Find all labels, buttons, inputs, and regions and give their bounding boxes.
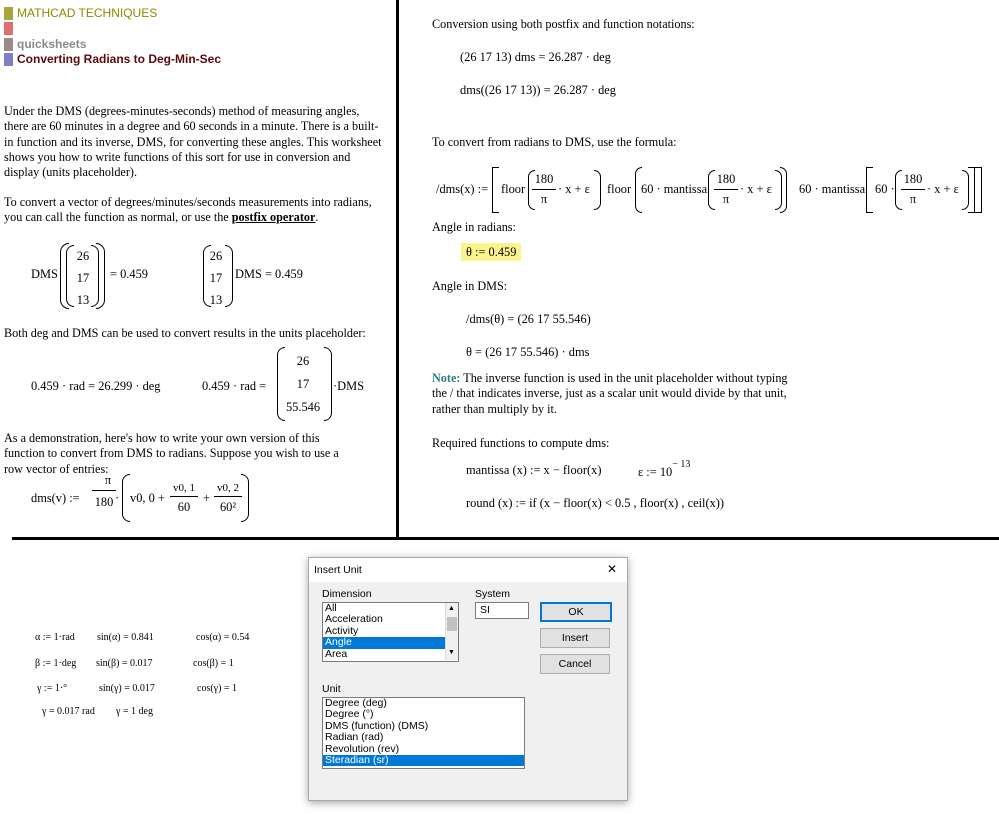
- note-paragraph: [432, 371, 792, 417]
- inverse-dms-result: /dms(θ) = (26 17 55.546): [466, 312, 591, 326]
- denominator-60: 60: [177, 500, 191, 514]
- system-label: System: [475, 588, 511, 600]
- plus-sign: +: [203, 491, 210, 505]
- note-label: Note:: [432, 371, 461, 385]
- gamma-def: γ := 1·°: [37, 683, 68, 694]
- dimension-item-selected[interactable]: Angle: [323, 637, 445, 648]
- dimension-label: Dimension: [322, 588, 372, 600]
- ok-button[interactable]: OK: [540, 602, 612, 622]
- header-swatch: [4, 53, 13, 66]
- sixty-dot: 60 ·: [875, 182, 895, 196]
- dimension-item[interactable]: Area: [325, 647, 348, 660]
- dms-input-vector: 26 17 13: [76, 249, 90, 307]
- sin-beta: sin(β) = 0.017: [96, 658, 153, 669]
- unit-item[interactable]: Degree (deg): [325, 697, 387, 709]
- rad-to-dms-vector: 26 17 55.546: [285, 354, 321, 414]
- x-plus-eps: · x + ε: [558, 182, 590, 196]
- header-row-quicksheets: [4, 37, 86, 51]
- bracket-left: [492, 167, 499, 213]
- unit-label: Unit: [322, 683, 341, 695]
- paren-right: [241, 474, 249, 522]
- conversion-title: Conversion using both postfix and function notations:: [432, 17, 695, 31]
- vertical-divider: [396, 0, 399, 537]
- convert-paragraph: [4, 195, 386, 226]
- dialog-title: Insert Unit: [314, 564, 362, 576]
- demo-paragraph: As a demonstration, here's how to write your own version of this function to convert from DMS to radians. Suppose you wish to use a row vector of entries:: [4, 431, 339, 476]
- dimension-scrollbar[interactable]: [445, 603, 458, 660]
- convert-text: To convert a vector of degrees/minutes/seconds measurements into radians, you can call the function as normal, or use the: [4, 195, 372, 225]
- unit-item[interactable]: Degree (°): [325, 708, 374, 721]
- dms-postfix-vector: 26 17 13: [209, 249, 223, 307]
- alpha-def: α := 1·rad: [35, 632, 75, 643]
- header-swatch: [4, 22, 13, 35]
- postfix-operator-link[interactable]: postfix operator: [231, 210, 316, 225]
- v02-numerator: v0, 2: [217, 482, 239, 494]
- dms-v-definition: dms(v) :=: [31, 491, 80, 505]
- floor-fn: floor: [501, 182, 526, 196]
- both-units-text: Both deg and DMS can be used to convert results in the units placeholder:: [4, 326, 366, 340]
- dimension-listbox[interactable]: [322, 602, 459, 662]
- pi-numerator: π: [104, 473, 112, 487]
- inverse-dms-lhs: /dms(x) :=: [436, 182, 489, 196]
- scroll-down-icon[interactable]: ▼: [448, 649, 455, 656]
- cancel-button[interactable]: Cancel: [540, 654, 610, 674]
- close-icon[interactable]: ✕: [607, 562, 618, 576]
- unit-item[interactable]: DMS (function) (DMS): [325, 719, 429, 732]
- gamma-deg-result: γ = 1 deg: [116, 706, 153, 717]
- unit-item[interactable]: Radian (rad): [325, 731, 384, 744]
- unit-item[interactable]: Revolution (rev): [325, 742, 400, 755]
- unit-item-selected[interactable]: Steradian (sr): [323, 755, 524, 766]
- sixty-mantissa-2: 60 · mantissa: [799, 182, 866, 196]
- paren-left: [122, 474, 130, 522]
- numerator-180: 180: [716, 172, 736, 186]
- horizontal-divider: [12, 537, 999, 540]
- paren-left: [66, 245, 74, 307]
- postfix-conversion: (26 17 13) dms = 26.287 · deg: [460, 50, 611, 64]
- sheet-category: MATHCAD TECHNIQUES: [17, 6, 158, 20]
- sin-alpha: sin(α) = 0.841: [97, 632, 154, 643]
- epsilon-definition: ε := $10^{- 13}$: [638, 459, 691, 480]
- multiply-dot: ·: [115, 491, 120, 505]
- dms-result-1: = 0.459: [110, 267, 148, 281]
- fraction-bar: [170, 496, 198, 497]
- cos-gamma: cos(γ) = 1: [197, 683, 238, 694]
- dms-unit-label: ·DMS: [333, 379, 364, 393]
- theta-dms-result: θ = (26 17 55.546) · dms: [466, 345, 590, 359]
- scroll-thumb[interactable]: [447, 617, 457, 631]
- fraction-bar: [214, 496, 242, 497]
- angle-radians-label: Angle in radians:: [432, 220, 516, 234]
- system-field[interactable]: SI: [475, 602, 529, 619]
- header-row-subject: [4, 52, 221, 66]
- cos-alpha: cos(α) = 0.54: [196, 632, 250, 643]
- rad-to-dms-title: To convert from radians to DMS, use the formula:: [432, 135, 677, 149]
- function-conversion: dms((26 17 13)) = 26.287 · deg: [460, 83, 616, 97]
- header-row-blank: [4, 21, 17, 35]
- v00-term: v0, 0 +: [130, 491, 165, 505]
- sheet-title: Converting Radians to Deg-Min-Sec: [17, 52, 222, 66]
- dimension-item[interactable]: Acceleration: [325, 613, 383, 626]
- paren-right: [594, 170, 601, 210]
- angle-dms-label: Angle in DMS:: [432, 279, 508, 293]
- beta-def: β := 1·deg: [35, 658, 77, 669]
- dimension-item[interactable]: All: [325, 602, 337, 614]
- bracket-left: [866, 167, 873, 213]
- sin-gamma: sin(γ) = 0.017: [99, 683, 155, 694]
- paren-right: [780, 167, 787, 213]
- rad-to-deg-expr: 0.459 · rad = 26.299 · deg: [31, 379, 161, 393]
- paren-right: [225, 245, 233, 307]
- bracket-right: [968, 167, 975, 213]
- dms-postfix-op: DMS = 0.459: [235, 267, 303, 281]
- sheet-section: quicksheets: [17, 37, 87, 51]
- note-text: The inverse function is used in the unit placeholder without typing the / that indicates inverse, just as a scalar unit would divide by that unit, rather than multiply by it.: [432, 371, 788, 416]
- paren-right: [324, 347, 332, 421]
- fraction-bar: [92, 490, 116, 491]
- dialog-titlebar[interactable]: [309, 558, 627, 582]
- insert-button[interactable]: Insert: [540, 628, 610, 648]
- fraction-bar: [901, 189, 925, 190]
- insert-unit-dialog: [308, 557, 628, 801]
- scroll-up-icon[interactable]: ▲: [448, 605, 455, 612]
- header-swatch: [4, 7, 13, 20]
- denominator-pi: π: [909, 192, 917, 206]
- intro-paragraph: Under the DMS (degrees-minutes-seconds) method of measuring angles, there are 60 minutes in a degree and 60 seconds in a minute. There is a built-in function and its inverse, DMS, for converting these angles. This worksheet shows you how to write functions of this sort for use in conversion and display (units placeholder).: [4, 104, 382, 180]
- denominator-60-squared: 60²: [219, 500, 237, 514]
- x-plus-eps: · x + ε: [927, 182, 959, 196]
- fraction-bar: [714, 189, 738, 190]
- header-swatch: [4, 38, 13, 51]
- required-functions-label: Required functions to compute dms:: [432, 436, 610, 450]
- denominator-pi: π: [722, 192, 730, 206]
- sixty-mantissa: 60 · mantissa: [641, 182, 708, 196]
- mantissa-definition: mantissa (x) := x − floor(x): [466, 463, 602, 477]
- dms-function-name: DMS: [31, 267, 58, 281]
- x-plus-eps: · x + ε: [740, 182, 772, 196]
- denominator-180: 180: [94, 495, 114, 509]
- bracket-right: [975, 167, 982, 213]
- v01-numerator: v0, 1: [173, 482, 195, 494]
- denominator-pi: π: [540, 192, 548, 206]
- numerator-180: 180: [534, 172, 554, 186]
- theta-definition[interactable]: θ := 0.459: [461, 245, 521, 260]
- unit-listbox[interactable]: [322, 697, 525, 769]
- gamma-rad-result: γ = 0.017 rad: [42, 706, 95, 717]
- floor-fn-2: floor: [607, 182, 632, 196]
- fraction-bar: [532, 189, 556, 190]
- convert-text-end: .: [315, 210, 319, 225]
- cos-beta: cos(β) = 1: [193, 658, 234, 669]
- round-definition: round (x) := if (x − floor(x) < 0.5 , floor(x) , ceil(x)): [466, 496, 725, 510]
- numerator-180: 180: [903, 172, 923, 186]
- header-row-title: [4, 6, 157, 20]
- dimension-item[interactable]: Activity: [325, 624, 359, 637]
- paren-right: [96, 243, 105, 309]
- rad-to-dms-expr: 0.459 · rad =: [202, 379, 267, 393]
